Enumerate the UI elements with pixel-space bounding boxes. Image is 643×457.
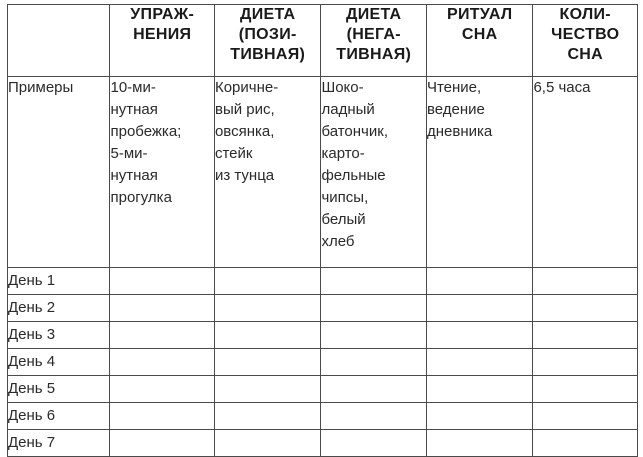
example-diet-positive: Коричне- вый рис, овсянка, стейк из тунца bbox=[214, 77, 321, 268]
day-cell-diet-negative[interactable] bbox=[321, 349, 427, 376]
day-cell-sleep-ritual[interactable] bbox=[426, 430, 533, 457]
day-cell-sleep-amount[interactable] bbox=[533, 268, 638, 295]
header-diet-negative: ДИЕТА (НЕГА- ТИВНАЯ) bbox=[321, 5, 427, 77]
example-exercise: 10-ми- нутная пробежка; 5-ми- нутная прогулка bbox=[110, 77, 214, 268]
day-cell-diet-negative[interactable] bbox=[321, 430, 427, 457]
day-cell-exercise[interactable] bbox=[110, 295, 214, 322]
day-label: День 3 bbox=[8, 322, 110, 349]
day-cell-sleep-amount[interactable] bbox=[533, 376, 638, 403]
day-row bbox=[8, 295, 638, 322]
day-label: День 5 bbox=[8, 376, 110, 403]
header-sleep-ritual: РИТУАЛ СНА bbox=[426, 5, 533, 77]
day-cell-sleep-amount[interactable] bbox=[533, 403, 638, 430]
day-row bbox=[8, 376, 638, 403]
day-cell-sleep-ritual[interactable] bbox=[426, 295, 533, 322]
day-cell-sleep-amount[interactable] bbox=[533, 349, 638, 376]
day-cell-exercise[interactable] bbox=[110, 403, 214, 430]
day-cell-exercise[interactable] bbox=[110, 376, 214, 403]
day-cell-sleep-amount[interactable] bbox=[533, 430, 638, 457]
day-cell-diet-negative[interactable] bbox=[321, 403, 427, 430]
day-cell-sleep-ritual[interactable] bbox=[426, 268, 533, 295]
example-sleep-ritual: Чтение, ведение дневника bbox=[426, 77, 533, 268]
header-exercise: УПРАЖ- НЕНИЯ bbox=[110, 5, 214, 77]
examples-label: Примеры bbox=[8, 77, 110, 268]
day-cell-diet-positive[interactable] bbox=[214, 403, 321, 430]
day-row bbox=[8, 349, 638, 376]
day-label: День 2 bbox=[8, 295, 110, 322]
header-sleep-amount: КОЛИ- ЧЕСТВО СНА bbox=[533, 5, 638, 77]
day-cell-diet-negative[interactable] bbox=[321, 295, 427, 322]
day-row bbox=[8, 322, 638, 349]
day-cell-diet-positive[interactable] bbox=[214, 376, 321, 403]
day-cell-exercise[interactable] bbox=[110, 430, 214, 457]
day-cell-diet-negative[interactable] bbox=[321, 268, 427, 295]
day-cell-sleep-ritual[interactable] bbox=[426, 349, 533, 376]
day-row bbox=[8, 403, 638, 430]
header-diet-positive: ДИЕТА (ПОЗИ- ТИВНАЯ) bbox=[214, 5, 321, 77]
day-cell-diet-positive[interactable] bbox=[214, 322, 321, 349]
examples-row bbox=[8, 77, 638, 268]
header-empty-corner bbox=[8, 5, 110, 77]
day-cell-sleep-ritual[interactable] bbox=[426, 403, 533, 430]
day-cell-exercise[interactable] bbox=[110, 349, 214, 376]
day-cell-sleep-amount[interactable] bbox=[533, 322, 638, 349]
day-cell-sleep-ritual[interactable] bbox=[426, 376, 533, 403]
day-cell-exercise[interactable] bbox=[110, 268, 214, 295]
day-cell-diet-negative[interactable] bbox=[321, 322, 427, 349]
day-cell-diet-positive[interactable] bbox=[214, 430, 321, 457]
habit-tracking-table bbox=[7, 4, 638, 457]
day-cell-diet-negative[interactable] bbox=[321, 376, 427, 403]
day-label: День 4 bbox=[8, 349, 110, 376]
header-row bbox=[8, 5, 638, 77]
day-cell-diet-positive[interactable] bbox=[214, 295, 321, 322]
day-cell-exercise[interactable] bbox=[110, 322, 214, 349]
example-diet-negative: Шоко- ладный батончик, карто- фельные чипсы, белый хлеб bbox=[321, 77, 427, 268]
example-sleep-amount: 6,5 часа bbox=[533, 77, 638, 268]
day-cell-sleep-amount[interactable] bbox=[533, 295, 638, 322]
day-row bbox=[8, 430, 638, 457]
day-cell-diet-positive[interactable] bbox=[214, 349, 321, 376]
day-label: День 6 bbox=[8, 403, 110, 430]
day-cell-sleep-ritual[interactable] bbox=[426, 322, 533, 349]
day-label: День 7 bbox=[8, 430, 110, 457]
day-label: День 1 bbox=[8, 268, 110, 295]
day-row bbox=[8, 268, 638, 295]
day-cell-diet-positive[interactable] bbox=[214, 268, 321, 295]
